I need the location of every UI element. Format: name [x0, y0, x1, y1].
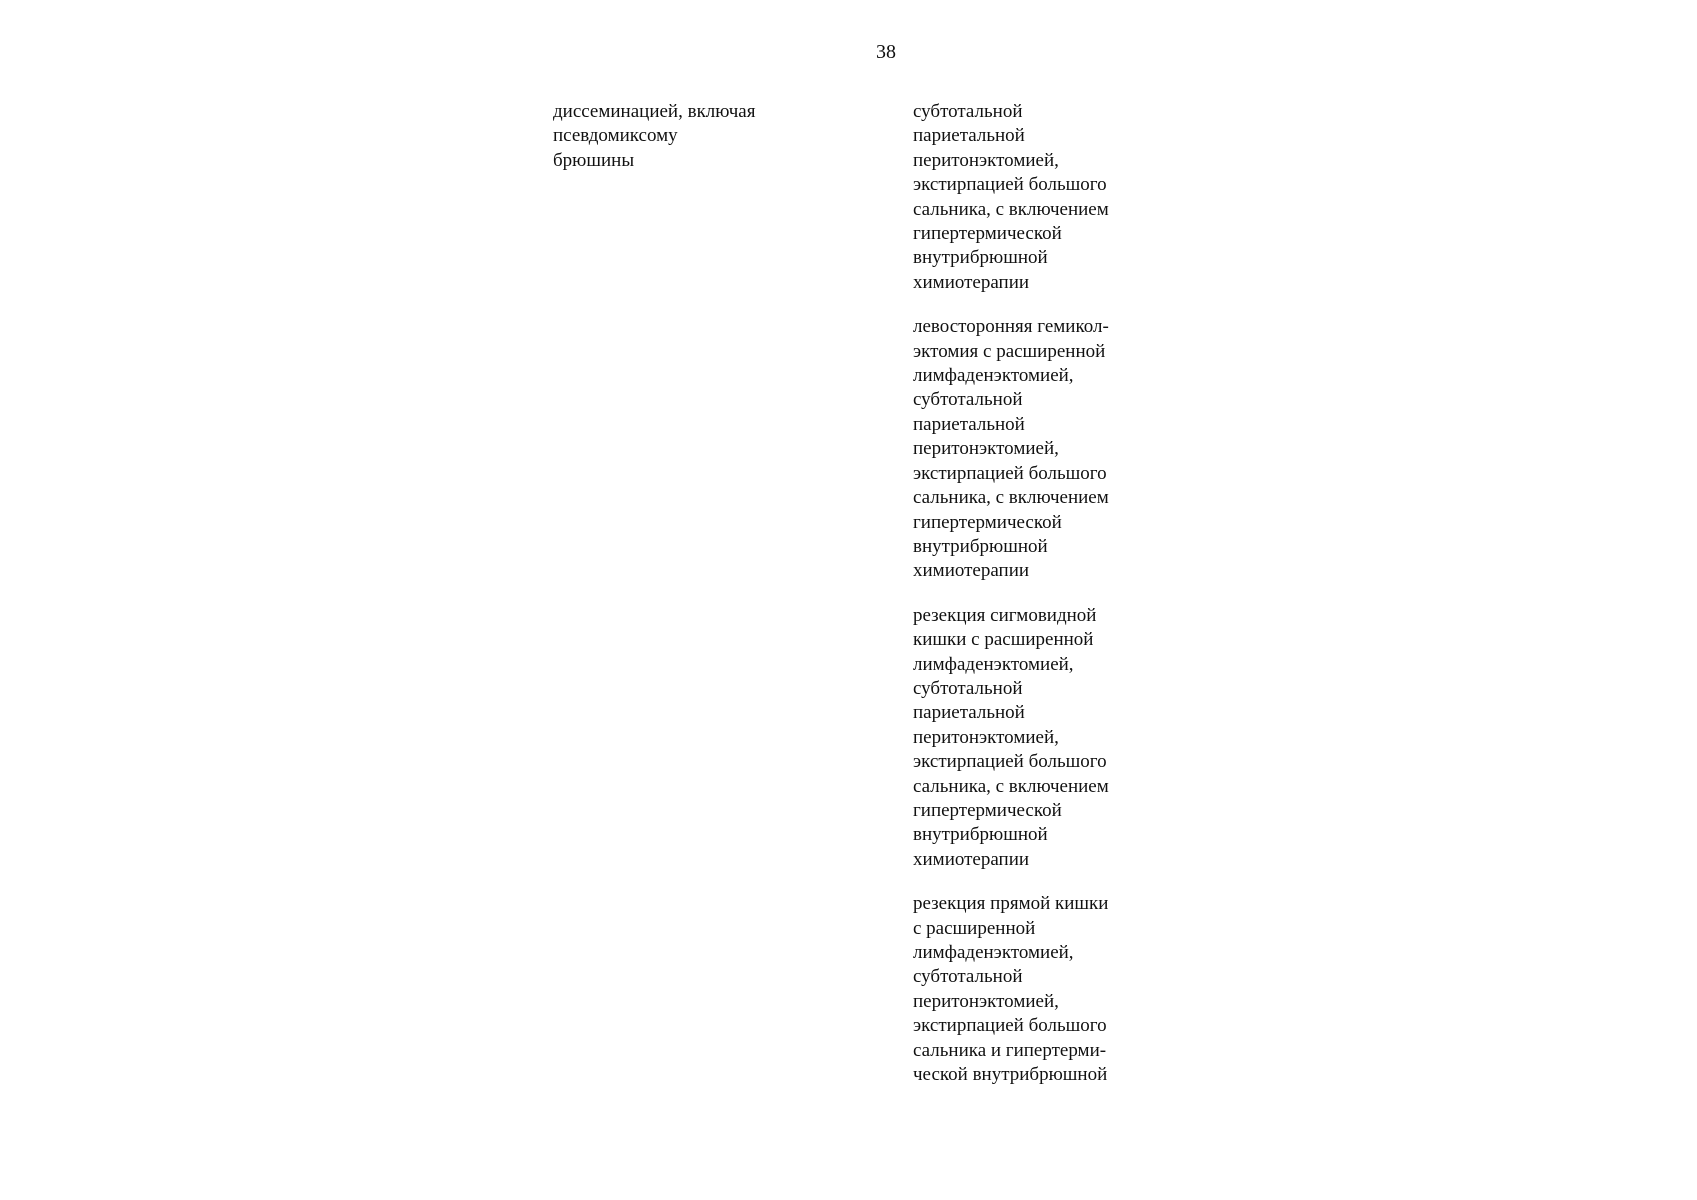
treatment-line: химиотерапии: [913, 848, 1030, 870]
treatment-line: лимфаденэктомией,: [913, 942, 1074, 963]
treatment-line: перитонэктомией,: [913, 149, 1059, 171]
treatment-line: экстирпацией большого: [913, 462, 1107, 484]
treatment-block: [913, 604, 1213, 872]
treatment-line: субтотальной: [913, 966, 1023, 988]
treatment-line: субтотальной: [913, 677, 1023, 699]
treatment-line: ческой внутрибрюшной: [913, 1064, 1108, 1086]
treatment-line: внутрибрюшной: [913, 247, 1048, 269]
treatment-line: сальника, с включением: [913, 198, 1109, 220]
treatment-line: эктомия с расширенной: [913, 340, 1106, 362]
treatment-line: резекция сигмовидной: [913, 604, 1097, 626]
treatment-line: сальника, с включением: [913, 487, 1109, 509]
treatment-line: кишки с расширенной: [913, 629, 1094, 651]
treatment-line: экстирпацией большого: [913, 174, 1107, 196]
page-number: 38: [876, 41, 896, 63]
treatment-line: левосторонняя гемикол-: [913, 316, 1109, 338]
treatment-block: [913, 315, 1213, 583]
treatment-line: перитонэктомией,: [913, 726, 1059, 748]
treatment-line: экстирпацией большого: [913, 1015, 1107, 1037]
treatment-column: [913, 100, 1213, 1107]
treatment-line: гипертермической: [913, 799, 1062, 821]
treatment-line: сальника, с включением: [913, 775, 1109, 797]
treatment-line: внутрибрюшной: [913, 535, 1048, 557]
diagnosis-line: диссеминацией, включая: [553, 101, 756, 122]
diagnosis-line: брюшины: [553, 149, 635, 171]
treatment-line: гипертермической: [913, 223, 1062, 245]
treatment-line: химиотерапии: [913, 560, 1030, 582]
treatment-line: перитонэктомией,: [913, 438, 1059, 460]
treatment-line: резекция прямой кишки: [913, 893, 1109, 915]
treatment-line: внутрибрюшной: [913, 824, 1048, 846]
treatment-line: перитонэктомией,: [913, 990, 1059, 1012]
treatment-line: лимфаденэктомией,: [913, 653, 1074, 675]
treatment-line: с расширенной: [913, 917, 1036, 939]
treatment-line: экстирпацией большого: [913, 751, 1107, 773]
treatment-line: химиотерапии: [913, 271, 1030, 293]
treatment-line: париетальной: [913, 413, 1025, 435]
treatment-line: сальника и гипертерми-: [913, 1039, 1107, 1061]
treatment-line: париетальной: [913, 702, 1025, 724]
treatment-line: гипертермической: [913, 511, 1062, 533]
treatment-block: [913, 100, 1213, 295]
treatment-line: субтотальной: [913, 101, 1023, 122]
treatment-line: субтотальной: [913, 389, 1023, 411]
treatment-line: париетальной: [913, 125, 1025, 147]
treatment-line: лимфаденэктомией,: [913, 365, 1074, 387]
diagnosis-column: [553, 100, 873, 173]
diagnosis-line: псевдомиксому: [553, 125, 678, 147]
treatment-block: [913, 892, 1213, 1087]
